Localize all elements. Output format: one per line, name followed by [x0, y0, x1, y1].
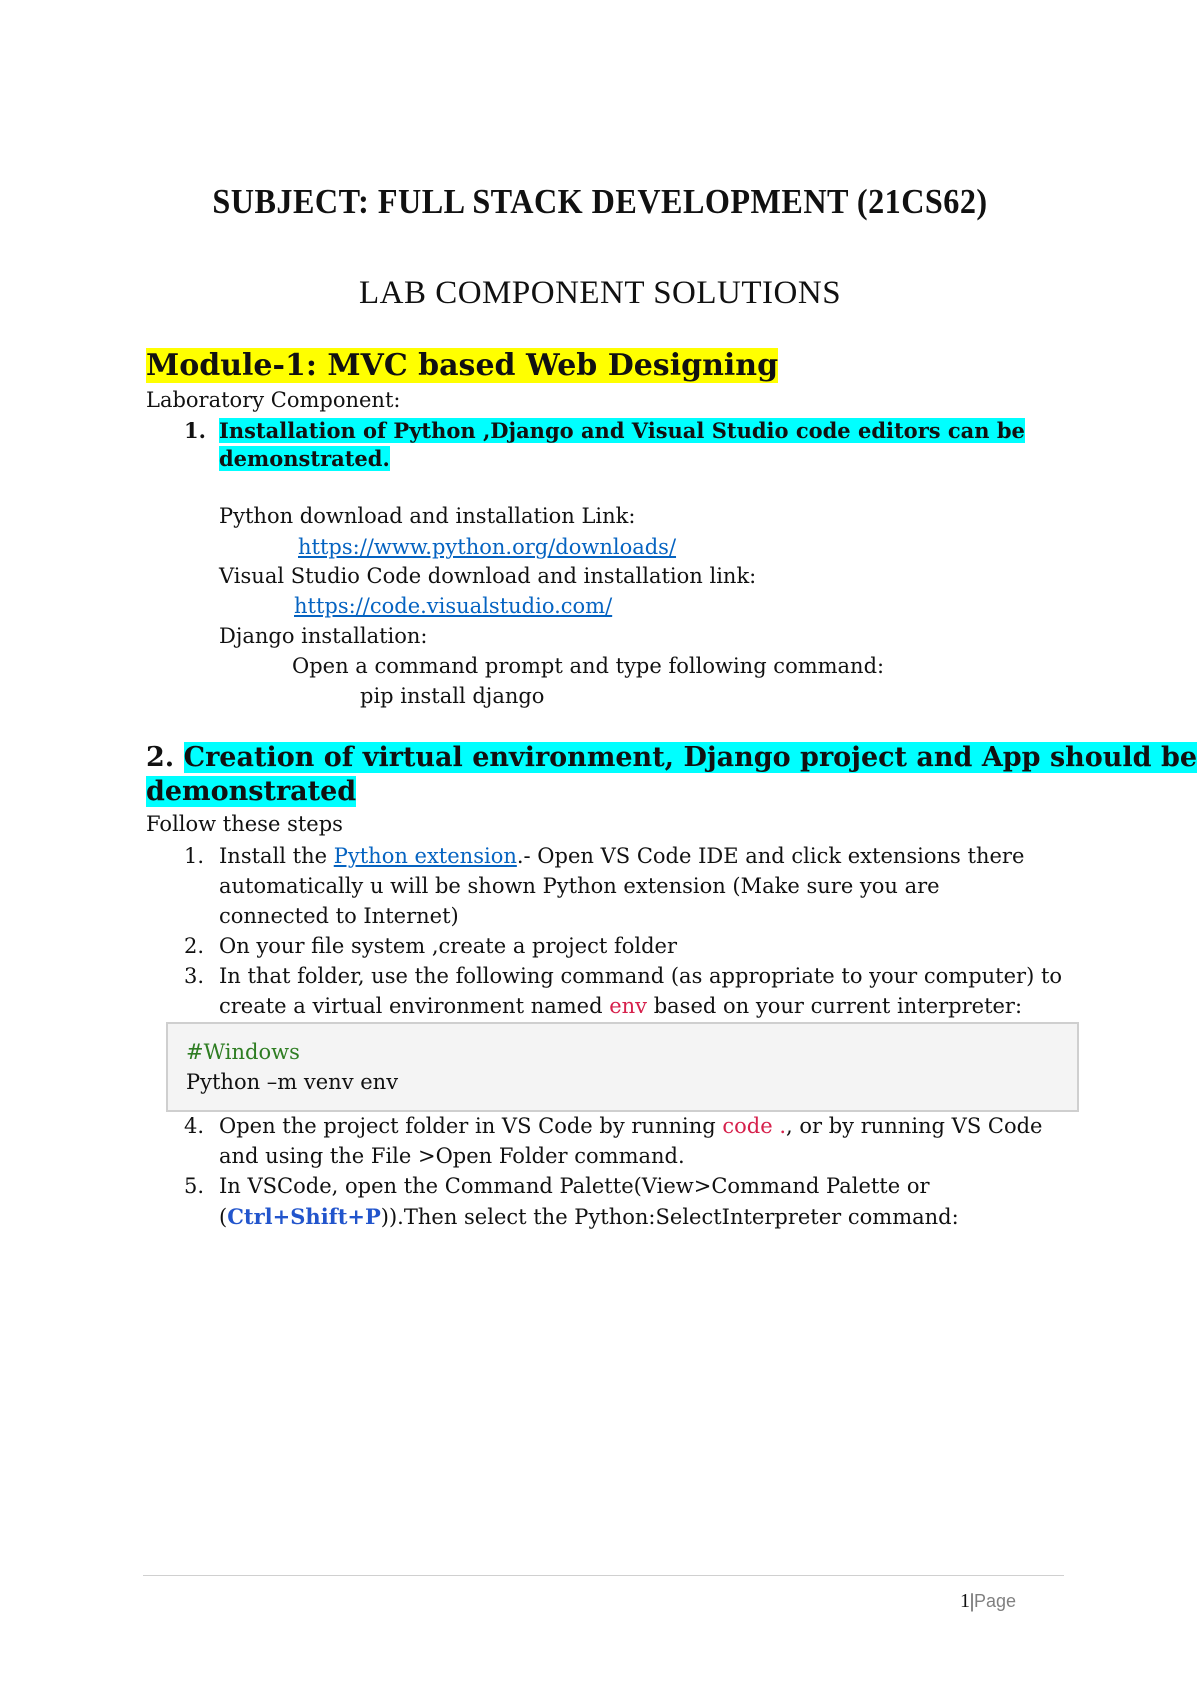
- footer-divider: [143, 1575, 1064, 1576]
- module-heading: [146, 348, 778, 383]
- section2-heading-line1: [146, 742, 1197, 773]
- step1-line2: automatically u will be shown Python extension (Make sure you are: [219, 874, 940, 898]
- item1-line1: [219, 418, 1025, 443]
- code-block: [166, 1022, 1079, 1112]
- shortcut-key: Ctrl+Shift+P: [227, 1204, 381, 1229]
- python-download-link[interactable]: https://www.python.org/downloads/: [298, 535, 677, 559]
- step4-line2: and using the File >Open Folder command.: [219, 1144, 685, 1168]
- step4-line1-pre: Open the project folder in VS Code by running: [219, 1114, 723, 1138]
- page-label: Page: [974, 1591, 1017, 1611]
- step2-text: On your file system ,create a project folder: [219, 934, 678, 958]
- step5-line2: [219, 1204, 959, 1229]
- section2-line1-text: Creation of virtual environment, Django project and App should be: [183, 742, 1198, 773]
- step1-pre: Install the: [219, 844, 334, 868]
- python-download-label: Python download and installation Link:: [219, 504, 636, 528]
- code-comment: #Windows: [186, 1040, 300, 1064]
- lab-subtitle: LAB COMPONENT SOLUTIONS: [358, 275, 842, 311]
- python-extension-link[interactable]: Python extension: [333, 844, 517, 868]
- section2-number: 2.: [146, 742, 175, 773]
- lab-component-label: Laboratory Component:: [146, 388, 401, 412]
- item1-number: 1.: [184, 418, 206, 443]
- step4-line1: [219, 1114, 1043, 1138]
- django-install-instruction: Open a command prompt and type following command:: [292, 654, 885, 678]
- step5-line2-pre: (: [219, 1205, 228, 1229]
- item1-line2: [219, 446, 390, 471]
- page-number: 1: [960, 1590, 970, 1612]
- step1-post: .- Open VS Code IDE and click extensions there: [516, 844, 1025, 868]
- vscode-download-label: Visual Studio Code download and installation link:: [219, 564, 757, 588]
- section2-heading-line2: [146, 776, 356, 807]
- step3-number: 3.: [184, 964, 205, 988]
- step4-number: 4.: [184, 1114, 205, 1138]
- step1-number: 1.: [184, 844, 205, 868]
- django-install-label: Django installation:: [219, 624, 428, 648]
- step5-number: 5.: [184, 1174, 205, 1198]
- footer-separator: |: [970, 1590, 975, 1612]
- follow-steps-label: Follow these steps: [146, 812, 343, 836]
- step4-line1-post: , or by running VS Code: [786, 1114, 1043, 1138]
- step5-line1: In VSCode, open the Command Palette(View>Command Palette or: [219, 1174, 930, 1198]
- section2-line2-text: demonstrated: [146, 776, 357, 807]
- code-dot-command: code .: [722, 1114, 787, 1138]
- item1-line1-text: Installation of Python ,Django and Visual Studio code editors can be: [219, 418, 1025, 443]
- step3-line2: [219, 994, 1022, 1018]
- step1-line3: connected to Internet): [219, 904, 459, 928]
- page-footer: [960, 1590, 1016, 1613]
- django-install-command: pip install django: [360, 684, 545, 708]
- step3-line2-pre: create a virtual environment named: [219, 994, 610, 1018]
- step2-number: 2.: [184, 934, 205, 958]
- step3-line2-post: based on your current interpreter:: [647, 994, 1023, 1018]
- module-heading-text: Module-1: MVC based Web Designing: [146, 348, 779, 383]
- step5-line2-post: )).Then select the Python:SelectInterpreter command:: [380, 1205, 959, 1229]
- env-code: env: [609, 994, 648, 1018]
- code-command: Python –m venv env: [186, 1070, 399, 1094]
- subject-title: SUBJECT: FULL STACK DEVELOPMENT (21CS62): [212, 182, 988, 221]
- vscode-download-link[interactable]: https://code.visualstudio.com/: [294, 594, 613, 618]
- step3-line1: In that folder, use the following command (as appropriate to your computer) to: [219, 964, 1063, 988]
- step1-line1: [219, 844, 1024, 868]
- item1-line2-text: demonstrated.: [219, 446, 390, 471]
